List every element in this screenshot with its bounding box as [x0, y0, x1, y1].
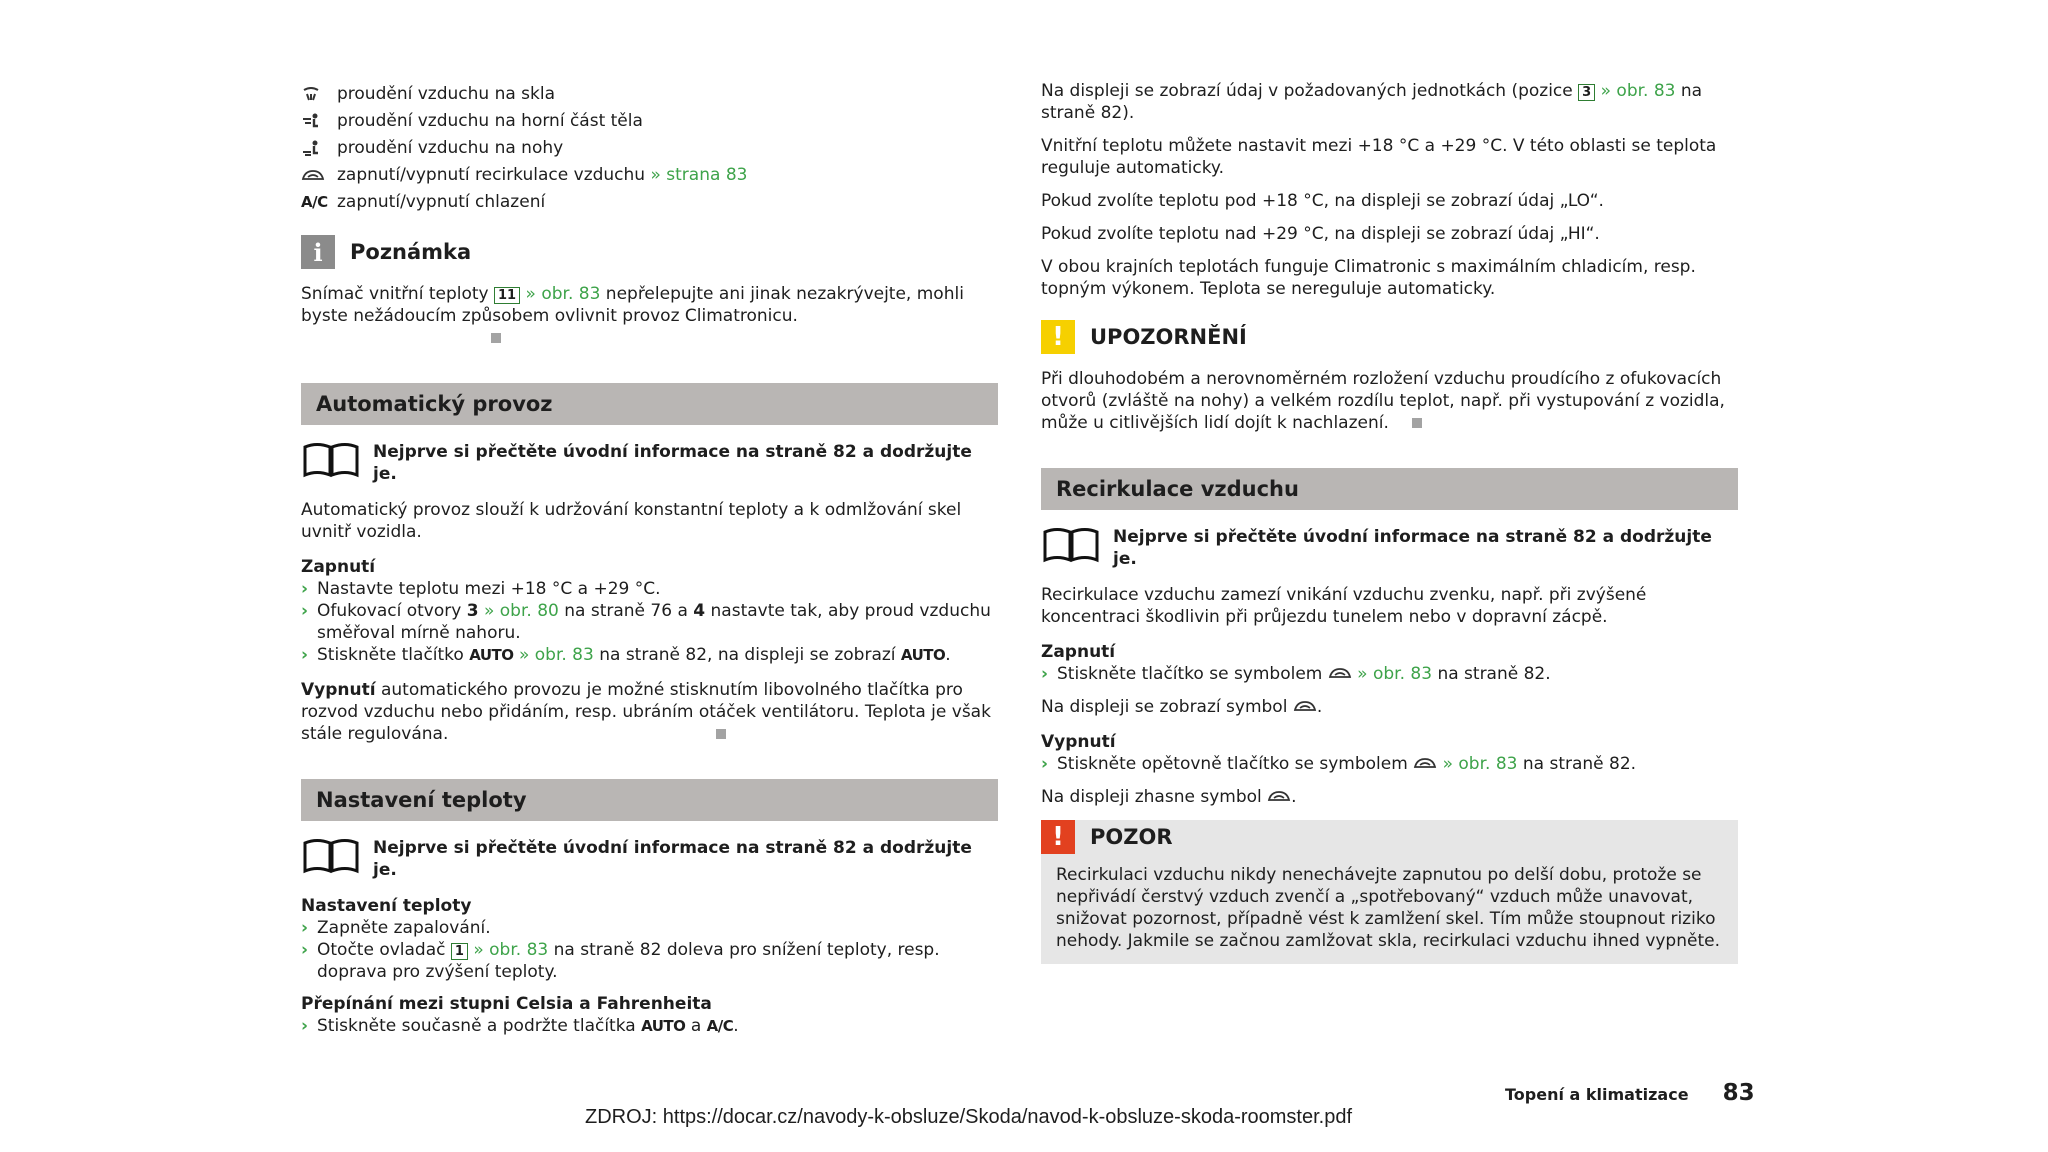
legend-item-feet [301, 134, 998, 161]
legend-item-recirculation [301, 161, 998, 188]
page-number: 83 [1722, 1080, 1755, 1106]
source-caption: ZDROJ: https://docar.cz/navody-k-obsluze/Skoda/navod-k-obsluze-skoda-roomster.pdf [585, 1106, 1353, 1128]
recirculation-icon [1328, 667, 1352, 679]
end-of-section-mark [491, 333, 501, 343]
end-of-section-mark [716, 729, 726, 739]
chevron-right-icon: › [1041, 664, 1049, 684]
callout-number: 1 [451, 943, 468, 960]
unit-subheading: Přepínání mezi stupni Celsia a Fahrenheita [301, 994, 712, 1014]
auto-off-text: Vypnutí automatického provozu je možné stisknutím libovolného tlačítka pro rozvod vzduchu nebo přidáním, resp. ubráním otáček ventilátoru. Teplota je však stále regulována. [301, 680, 991, 744]
recirculation-icon [301, 168, 337, 182]
step: › Otočte ovladač 1 » obr. 83 na straně 82 doleva pro snížení teploty, resp. doprava pro zvýšení teploty. [301, 940, 940, 982]
left-column [301, 80, 998, 1037]
figure-link[interactable]: » obr. 83 [1357, 664, 1433, 684]
figure-link[interactable]: » obr. 83 [518, 645, 594, 665]
read-first-text: Nejprve si přečtěte úvodní informace na straně 82 a dodržujte je. [373, 442, 972, 484]
auto-intro: Automatický provoz slouží k udržování konstantní teploty a k odmlžování skel uvnitř vozidla. [301, 500, 962, 542]
temp-range-text: Vnitřní teplotu můžete nastavit mezi +18 °C a +29 °C. V této oblasti se teplota reguluje automaticky. [1041, 136, 1717, 178]
step: › Stiskněte opětovně tlačítko se symbolem » obr. 83 na straně 82. [1041, 754, 1637, 774]
note-title: Poznámka [350, 240, 472, 264]
caution-heading [1041, 820, 1738, 854]
ac-icon: A/C [301, 192, 328, 211]
windshield-airflow-icon [301, 86, 337, 102]
off-heading: Vypnutí [1041, 732, 1116, 752]
chevron-right-icon: › [301, 1016, 309, 1036]
control-legend-list [301, 80, 998, 215]
chevron-right-icon: › [301, 601, 309, 621]
upper-body-airflow-icon [301, 113, 337, 129]
section-heading-recirculation: Recirkulace vzduchu [1041, 468, 1738, 510]
read-first-row [1041, 524, 1738, 570]
warning-text: Při dlouhodobém a nerovnoměrném rozložení vzduchu proudícího z ofukovacích otvorů (zvláště na nohy) a velkém rozdílu teplot, např. při vystupování z vozidla, může u citlivějších lidí dojít k nachlazení. [1041, 369, 1725, 433]
step: › Zapněte zapalování. [301, 918, 491, 938]
ac-key-label: A/C [706, 1017, 734, 1035]
book-icon [301, 439, 361, 479]
figure-link[interactable]: » obr. 83 [473, 940, 549, 960]
warning-icon: ! [1041, 320, 1075, 354]
hi-text: Pokud zvolíte teplotu nad +29 °C, na displeji se zobrazí údaj „HI“. [1041, 224, 1600, 244]
step: › Ofukovací otvory 3 » obr. 80 na straně 76 a 4 nastavte tak, aby proud vzduchu směřoval mírně nahoru. [301, 601, 991, 643]
display-units-text: Na displeji se zobrazí údaj v požadovaných jednotkách (pozice 3 » obr. 83 na straně 82). [1041, 81, 1703, 123]
off-result: Na displeji zhasne symbol . [1041, 787, 1297, 807]
chevron-right-icon: › [301, 579, 309, 599]
recirculation-icon [1267, 790, 1291, 802]
note-text: Snímač vnitřní teploty 11 » obr. 83 nepřelepujte ani jinak nezakrývejte, mohli byste nežádoucím způsobem ovlivnit provoz Climatronicu. [301, 283, 998, 349]
info-icon: i [301, 235, 335, 269]
recirculation-icon [1293, 700, 1317, 712]
read-first-text: Nejprve si přečtěte úvodní informace na straně 82 a dodržujte je. [373, 838, 972, 880]
step: › Stiskněte tlačítko AUTO » obr. 83 na straně 82, na displeji se zobrazí AUTO. [301, 645, 951, 665]
step: › Nastavte teplotu mezi +18 °C a +29 °C. [301, 579, 661, 599]
page-footer [1505, 1080, 1755, 1106]
book-icon [301, 835, 361, 875]
chapter-title: Topení a klimatizace [1505, 1085, 1689, 1104]
warning-heading [1041, 320, 1738, 354]
legend-item-ac [301, 188, 998, 215]
caution-text: Recirkulaci vzduchu nikdy nenechávejte zapnutou po delší dobu, protože se nepřivádí čerstvý vzduch zvenčí a „spotřebovaný“ vzduch může unavovat, snižovat pozornost, případně vést k zamlžení skel. Tím může stoupnout riziko nehody. Jakmile se začnou zamlžovat skla, recirkulaci vzduchu ihned vypněte. [1041, 854, 1738, 964]
callout-number: 3 [1578, 84, 1595, 101]
chevron-right-icon: › [301, 918, 309, 938]
legend-text: proudění vzduchu na horní část těla [337, 110, 643, 131]
extreme-temp-text: V obou krajních teplotách funguje Climatronic s maximálním chladicím, resp. topným výkonem. Teplota se nereguluje automaticky. [1041, 257, 1696, 299]
on-heading: Zapnutí [301, 557, 376, 577]
caution-box [1041, 820, 1738, 964]
caution-icon: ! [1041, 820, 1075, 854]
section-heading-temperature: Nastavení teploty [301, 779, 998, 821]
figure-link[interactable]: » obr. 80 [483, 601, 559, 621]
chevron-right-icon: › [301, 940, 309, 960]
chevron-right-icon: › [1041, 754, 1049, 774]
figure-link[interactable]: » obr. 83 [1442, 754, 1518, 774]
step: › Stiskněte současně a podržte tlačítka AUTO a A/C. [301, 1016, 739, 1036]
section-heading-automatic: Automatický provoz [301, 383, 998, 425]
callout-number: 11 [494, 287, 520, 304]
on-result: Na displeji se zobrazí symbol . [1041, 697, 1323, 717]
auto-key-label: AUTO [641, 1017, 686, 1035]
read-first-row [301, 439, 998, 485]
step: › Stiskněte tlačítko se symbolem » obr. 83 na straně 82. [1041, 664, 1551, 684]
figure-link[interactable]: » obr. 83 [1600, 81, 1676, 101]
caution-title: POZOR [1090, 825, 1173, 849]
recirculation-icon [1413, 757, 1437, 769]
feet-airflow-icon [301, 140, 337, 156]
auto-display-label: AUTO [900, 646, 946, 664]
note-heading [301, 235, 998, 269]
auto-key-label: AUTO [469, 646, 514, 664]
figure-link[interactable]: » obr. 83 [525, 284, 601, 304]
legend-text: zapnutí/vypnutí recirkulace vzduchu [337, 164, 646, 185]
chevron-right-icon: › [301, 645, 309, 665]
right-column [1041, 80, 1738, 964]
book-icon [1041, 524, 1101, 564]
temp-subheading: Nastavení teploty [301, 896, 472, 916]
legend-item-upper-body [301, 107, 998, 134]
legend-text: proudění vzduchu na skla [337, 83, 556, 104]
legend-text: zapnutí/vypnutí chlazení [337, 191, 546, 212]
lo-text: Pokud zvolíte teplotu pod +18 °C, na displeji se zobrazí údaj „LO“. [1041, 191, 1604, 211]
recirc-intro: Recirkulace vzduchu zamezí vnikání vzduchu zvenku, např. při zvýšené koncentraci škodlivin při průjezdu tunelem nebo v dopravní zácpě. [1041, 585, 1647, 627]
page-link[interactable]: » strana 83 [650, 164, 748, 185]
legend-text: proudění vzduchu na nohy [337, 137, 564, 158]
on-heading: Zapnutí [1041, 642, 1116, 662]
read-first-text: Nejprve si přečtěte úvodní informace na straně 82 a dodržujte je. [1113, 527, 1712, 569]
read-first-row [301, 835, 998, 881]
end-of-section-mark [1412, 418, 1422, 428]
warning-title: UPOZORNĚNÍ [1090, 325, 1247, 349]
legend-item-windshield [301, 80, 998, 107]
